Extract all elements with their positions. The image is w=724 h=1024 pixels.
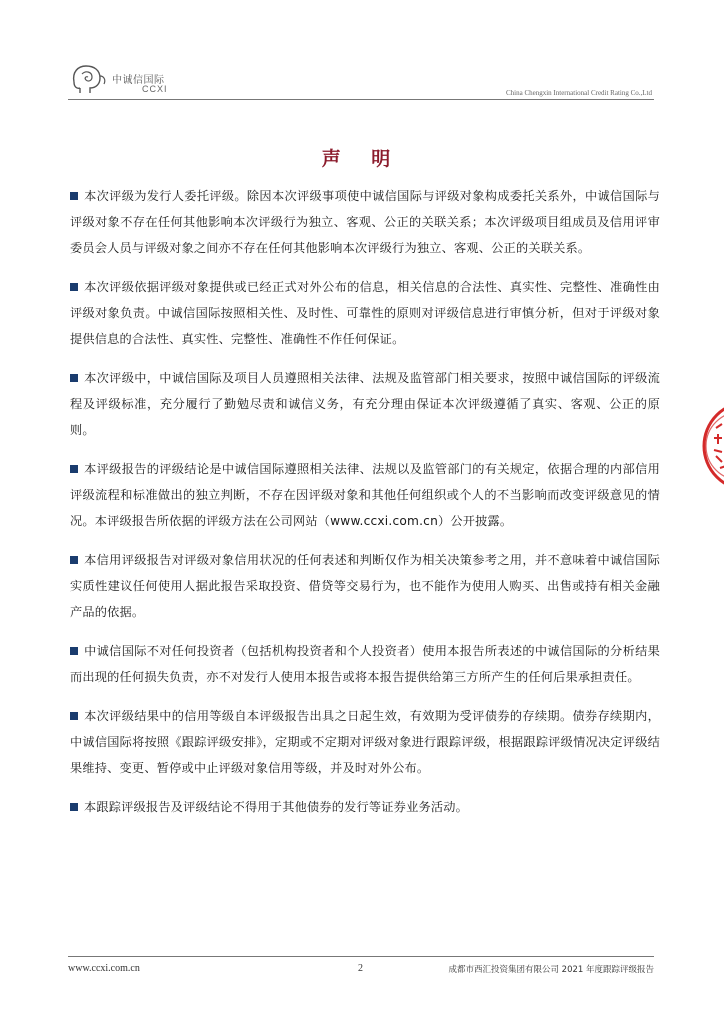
page-number: 2 [358,963,363,974]
statement-paragraph [70,794,660,820]
statement-text: 本信用评级报告对评级对象信用状况的任何表述和判断仅作为相关决策参考之用，并不意味着中诚信国际实质性建议任何使用人据此报告采取投资、借贷等交易行为，也不能作为使用人购买、出售或持有相关金融产品的依据。 [70,553,660,619]
statement-paragraph [70,547,660,625]
red-seal-stamp-icon [700,398,724,494]
statement-paragraph [70,703,660,781]
statement-text: 本次评级结果中的信用等级自本评级报告出具之日起生效，有效期为受评债券的存续期。债券存续期内，中诚信国际将按照《跟踪评级安排》，定期或不定期对评级对象进行跟踪评级，根据跟踪评级情况决定评级结果维持、变更、暂停或中止评级对象信用等级，并及时对外公布。 [70,709,660,775]
elephant-logo-icon [68,62,110,96]
logo-chinese-name: 中诚信国际 [112,75,165,86]
statement-paragraph [70,638,660,690]
statement-text: 本评级报告的评级结论是中诚信国际遵照相关法律、法规以及监管部门的有关规定，依据合理的内部信用评级流程和标准做出的独立判断，不存在因评级对象和其他任何组织或个人的不当影响而改变评级意见的情况。本评级报告所依据的评级方法在公司网站（www.ccxi.com.cn）公开披露。 [70,462,660,528]
statement-text: 本跟踪评级报告及评级结论不得用于其他债券的发行等证券业务活动。 [84,800,469,814]
page-title: 声 明 [321,148,403,170]
statement-text: 中诚信国际不对任何投资者（包括机构投资者和个人投资者）使用本报告所表述的中诚信国际的分析结果而出现的任何损失负责，亦不对发行人使用本报告或将本报告提供给第三方所产生的任何后果承担责任。 [70,644,660,684]
square-bullet-icon [70,803,78,811]
square-bullet-icon [70,556,78,564]
statement-text: 本次评级中，中诚信国际及项目人员遵照相关法律、法规及监管部门相关要求，按照中诚信国际的评级流程及评级标准，充分履行了勤勉尽责和诚信义务，有充分理由保证本次评级遵循了真实、客观、公正的原则。 [70,371,660,437]
ccxi-logo [68,62,178,98]
statement-list [70,183,660,833]
statement-text: 本次评级为发行人委托评级。除因本次评级事项使中诚信国际与评级对象构成委托关系外，中诚信国际与评级对象不存在任何其他影响本次评级行为独立、客观、公正的关联关系；本次评级项目组成员及信用评审委员会人员与评级对象之间亦不存在任何其他影响本次评级行为独立、客观、公正的关联关系。 [70,189,660,255]
statement-text: 本次评级依据评级对象提供或已经正式对外公布的信息，相关信息的合法性、真实性、完整性、准确性由评级对象负责。中诚信国际按照相关性、及时性、可靠性的原则对评级信息进行审慎分析，但对于评级对象提供信息的合法性、真实性、完整性、准确性不作任何保证。 [70,280,660,346]
footer-divider [68,956,654,957]
logo-english-name: CCXI [142,84,168,94]
statement-paragraph [70,365,660,443]
statement-paragraph [70,183,660,261]
header-divider [68,99,654,100]
square-bullet-icon [70,712,78,720]
statement-paragraph [70,274,660,352]
square-bullet-icon [70,374,78,382]
company-english-name: China Chengxin International Credit Rating Co.,Ltd [505,89,652,97]
square-bullet-icon [70,192,78,200]
square-bullet-icon [70,465,78,473]
page-header [0,0,724,110]
statement-paragraph [70,456,660,534]
footer-report-title: 成都市西汇投资集团有限公司 2021 年度跟踪评级报告 [448,965,654,975]
square-bullet-icon [70,283,78,291]
square-bullet-icon [70,647,78,655]
footer-website: www.ccxi.com.cn [68,963,140,974]
